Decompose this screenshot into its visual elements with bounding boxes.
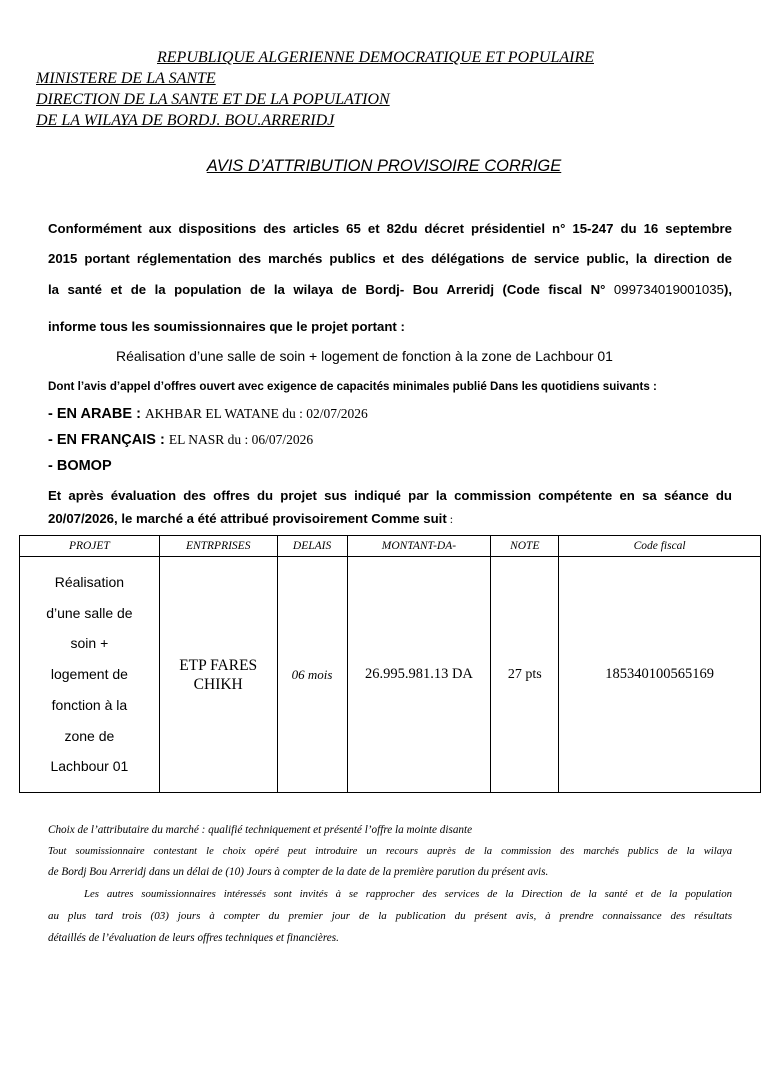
recours-line-2: de Bordj Bou Arreridj dans un délai de (10) Jours à compter de la date de la première parution du présent avis. bbox=[48, 866, 549, 878]
republic-heading: REPUBLIQUE ALGERIENNE DEMOCRATIQUE ET POPULAIRE bbox=[157, 49, 594, 66]
intro-line-3-end: ), bbox=[723, 282, 732, 297]
publication-arabe bbox=[48, 405, 368, 423]
entreprise-line: ETP FARES bbox=[179, 656, 258, 674]
publication-intro: Dont l’avis d’appel d’offres ouvert avec exigence de capacités minimales publié Dans les quotidiens suivants : bbox=[48, 380, 657, 393]
projet-line: fonction à la bbox=[51, 696, 128, 713]
intro-fiscal-code: 099734019001035 bbox=[613, 282, 724, 297]
autres-line-2: au plus tard trois (03) jours à compter du premier jour de la publication du présent avis, à prendre connaissance des résultats bbox=[48, 910, 732, 922]
cell-projet bbox=[20, 557, 160, 793]
intro-line-2: 2015 portant réglementation des marchés publics et des délégations de service public, la direction de bbox=[48, 251, 732, 266]
projet-line: d’une salle de bbox=[46, 604, 133, 621]
publication-francais-value: EL NASR du : 06/07/2026 bbox=[168, 432, 314, 447]
col-header-code-fiscal: Code fiscal bbox=[559, 536, 761, 557]
cell-montant: 26.995.981.13 DA bbox=[347, 557, 491, 793]
intro-line-4: informe tous les soumissionnaires que le projet portant : bbox=[48, 319, 405, 334]
col-header-delais: DELAIS bbox=[277, 536, 347, 557]
cell-note: 27 pts bbox=[491, 557, 559, 793]
page-title: AVIS D’ATTRIBUTION PROVISOIRE CORRIGE bbox=[206, 157, 562, 175]
publication-bomop: - BOMOP bbox=[48, 458, 112, 474]
col-header-projet: PROJET bbox=[20, 536, 160, 557]
evaluation-line-2 bbox=[48, 510, 453, 528]
projet-line: Lachbour 01 bbox=[50, 758, 129, 775]
table-row bbox=[20, 557, 761, 793]
wilaya-heading: DE LA WILAYA DE BORDJ. BOU.ARRERIDJ bbox=[36, 112, 335, 129]
col-header-entreprises: ENTRPRISES bbox=[159, 536, 277, 557]
col-header-montant: MONTANT-DA- bbox=[347, 536, 491, 557]
publication-francais-label: - EN FRANÇAIS : bbox=[48, 432, 169, 448]
publication-arabe-value: AKHBAR EL WATANE du : 02/07/2026 bbox=[144, 406, 368, 421]
intro-line-1: Conformément aux dispositions des articles 65 et 82du décret présidentiel n° 15-247 du 16 septembre bbox=[48, 221, 732, 236]
cell-code-fiscal: 185340100565169 bbox=[559, 557, 761, 793]
autres-line-3: détaillés de l’évaluation de leurs offres techniques et financières. bbox=[48, 932, 339, 944]
ministry-heading: MINISTERE DE LA SANTE bbox=[36, 70, 216, 87]
recours-line-1: Tout soumissionnaire contestant le choix opéré peut introduire un recours auprès de la commission des marchés publics de la wilaya bbox=[48, 846, 732, 857]
attribution-table bbox=[19, 535, 761, 793]
intro-line-3-text: la santé et de la population de la wilaya de Bordj- Bou Arreridj (Code fiscal N° bbox=[48, 282, 614, 297]
project-title: Réalisation d’une salle de soin + logement de fonction à la zone de Lachbour 01 bbox=[116, 348, 613, 364]
projet-line: Réalisation bbox=[54, 574, 125, 591]
entreprise-line: CHIKH bbox=[193, 675, 243, 693]
publication-francais bbox=[48, 431, 313, 449]
direction-heading: DIRECTION DE LA SANTE ET DE LA POPULATION bbox=[36, 91, 390, 108]
cell-entreprise bbox=[159, 557, 277, 793]
table-header-row bbox=[20, 536, 761, 557]
autres-line-1: Les autres soumissionnaires intéressés sont invités à se rapprocher des services de la Direction de la santé et de la population bbox=[84, 888, 732, 900]
projet-line: logement de bbox=[50, 666, 128, 683]
cell-delais: 06 mois bbox=[277, 557, 347, 793]
choix-attributaire: Choix de l’attributaire du marché : qualifié techniquement et présenté l’offre la mointe disante bbox=[48, 824, 473, 836]
evaluation-line-2-text: 20/07/2026, le marché a été attribué provisoirement Comme suit bbox=[48, 511, 447, 526]
evaluation-line-1: Et après évaluation des offres du projet sus indiqué par la commission compétente en sa séance du bbox=[48, 488, 732, 503]
evaluation-line-2-end: : bbox=[446, 512, 454, 526]
intro-line-3 bbox=[48, 282, 732, 297]
publication-arabe-label: - EN ARABE : bbox=[48, 406, 145, 422]
projet-line: zone de bbox=[64, 727, 115, 744]
col-header-note: NOTE bbox=[491, 536, 559, 557]
projet-line: soin + bbox=[70, 635, 109, 652]
